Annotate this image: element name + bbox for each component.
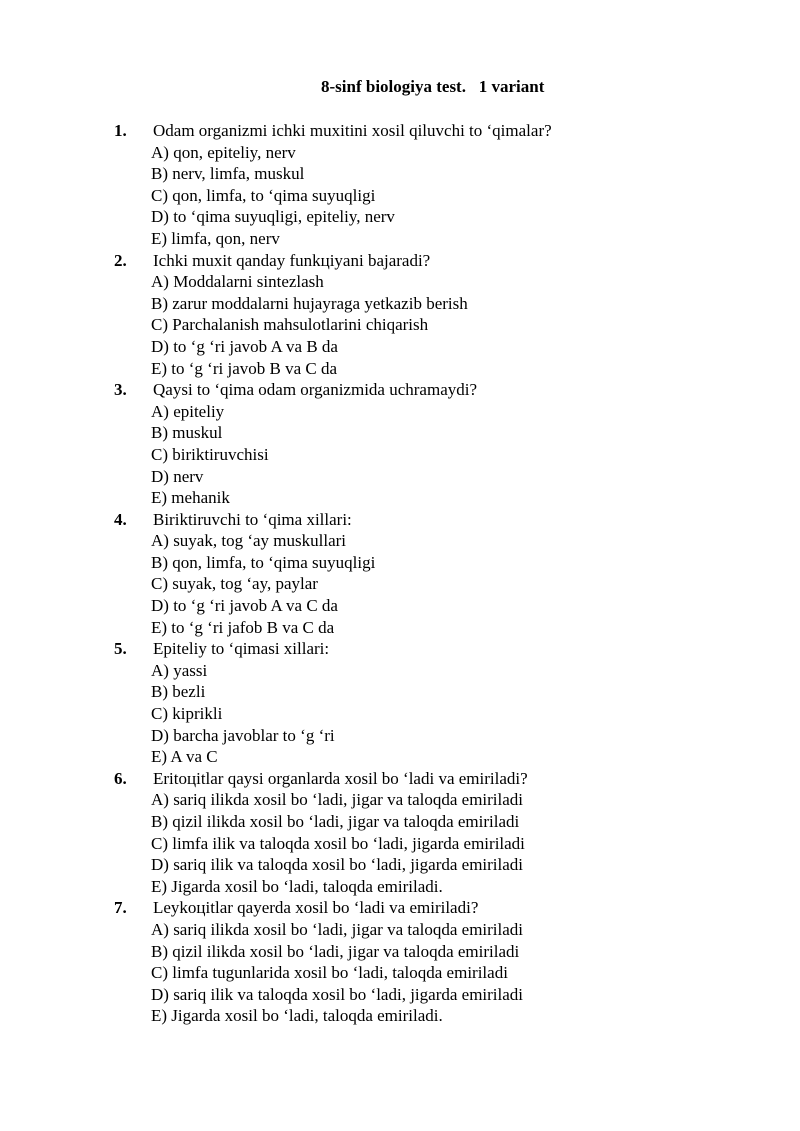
answer-option: A) epiteliy [151, 401, 225, 421]
answer-option: B) qizil ilikda xosil bo ‘ladi, jigar va taloqda emiriladi [151, 941, 520, 961]
question-list [0, 120, 800, 1027]
answer-option: C) suyak, tog ‘ay, paylar [151, 574, 318, 594]
answer-option: E) A va C [151, 747, 218, 767]
answer-option: C) Parchalanish mahsulotlarini chiqarish [151, 315, 429, 335]
question-item [0, 379, 800, 509]
question-number: 1. [114, 121, 127, 140]
answer-option: A) sariq ilikda xosil bo ‘ladi, jigar va taloqda emiriladi [151, 919, 524, 939]
question-text: Epiteliy to ‘qimasi xillari: [153, 639, 330, 659]
answer-option: D) nerv [151, 466, 204, 486]
answer-option: D) to ‘qima suyuqligi, epiteliy, nerv [151, 207, 395, 227]
answer-option: B) nerv, limfa, muskul [151, 164, 305, 184]
question-item [0, 509, 800, 639]
question-item [0, 120, 800, 250]
answer-option: C) qon, limfa, to ‘qima suyuqligi [151, 185, 376, 205]
question-text: Qaysi to ‘qima odam organizmida uchramaydi? [153, 380, 478, 400]
answer-option: B) qizil ilikda xosil bo ‘ladi, jigar va taloqda emiriladi [151, 812, 520, 831]
answer-option: A) suyak, tog ‘ay muskullari [151, 531, 346, 551]
question-item [0, 638, 800, 768]
answer-option: B) muskul [151, 423, 223, 443]
question-number: 2. [114, 250, 127, 270]
question-item [0, 768, 800, 898]
answer-option: C) kiprikli [151, 704, 223, 724]
question-text: Biriktiruvchi to ‘qima xillari: [153, 509, 352, 529]
answer-option: C) limfa tugunlarida xosil bo ‘ladi, taloqda emiriladi [151, 963, 508, 983]
answer-option: D) to ‘g ‘ri javob A va C da [151, 596, 338, 616]
question-text: Leykoцitlar qayerda xosil bo ‘ladi va emiriladi? [153, 898, 479, 918]
question-number: 4. [114, 509, 127, 529]
question-text: Ichki muxit qanday funkцiyani bajaradi? [153, 250, 431, 270]
question-number: 5. [114, 639, 127, 659]
answer-option: B) qon, limfa, to ‘qima suyuqligi [151, 552, 376, 572]
answer-option: D) sariq ilik va taloqda xosil bo ‘ladi, jigarda emiriladi [151, 984, 524, 1004]
answer-option: E) Jigarda xosil bo ‘ladi, taloqda emiriladi. [151, 876, 443, 896]
answer-option: D) sariq ilik va taloqda xosil bo ‘ladi, jigarda emiriladi [151, 855, 524, 875]
question-text: Odam organizmi ichki muxitini xosil qiluvchi to ‘qimalar? [153, 121, 552, 140]
answer-option: E) to ‘g ‘ri javob B va C da [151, 358, 338, 378]
answer-option: B) zarur moddalarni hujayraga yetkazib berish [151, 293, 468, 313]
document-title: 8-sinf biologiya test. 1 variant [321, 77, 545, 96]
answer-option: B) bezli [151, 682, 206, 702]
question-item [0, 897, 800, 1027]
answer-option: C) biriktiruvchisi [151, 444, 269, 464]
answer-option: D) to ‘g ‘ri javob A va B da [151, 336, 338, 356]
question-item [0, 250, 800, 380]
answer-option: A) qon, epiteliy, nerv [151, 142, 296, 162]
question-number: 3. [114, 380, 127, 400]
answer-option: E) limfa, qon, nerv [151, 228, 280, 248]
question-text: Eritoцitlar qaysi organlarda xosil bo ‘ladi va emiriladi? [153, 768, 528, 788]
question-number: 7. [114, 898, 127, 918]
question-number: 6. [114, 768, 127, 788]
answer-option: C) limfa ilik va taloqda xosil bo ‘ladi, jigarda emiriladi [151, 833, 525, 853]
answer-option: A) Moddalarni sintezlash [151, 272, 324, 292]
answer-option: E) mehanik [151, 488, 230, 508]
answer-option: A) yassi [151, 660, 208, 680]
answer-option: E) to ‘g ‘ri jafob B va C da [151, 617, 335, 637]
answer-option: A) sariq ilikda xosil bo ‘ladi, jigar va taloqda emiriladi [151, 790, 524, 810]
answer-option: D) barcha javoblar to ‘g ‘ri [151, 725, 335, 745]
answer-option: E) Jigarda xosil bo ‘ladi, taloqda emiriladi. [151, 1006, 443, 1026]
